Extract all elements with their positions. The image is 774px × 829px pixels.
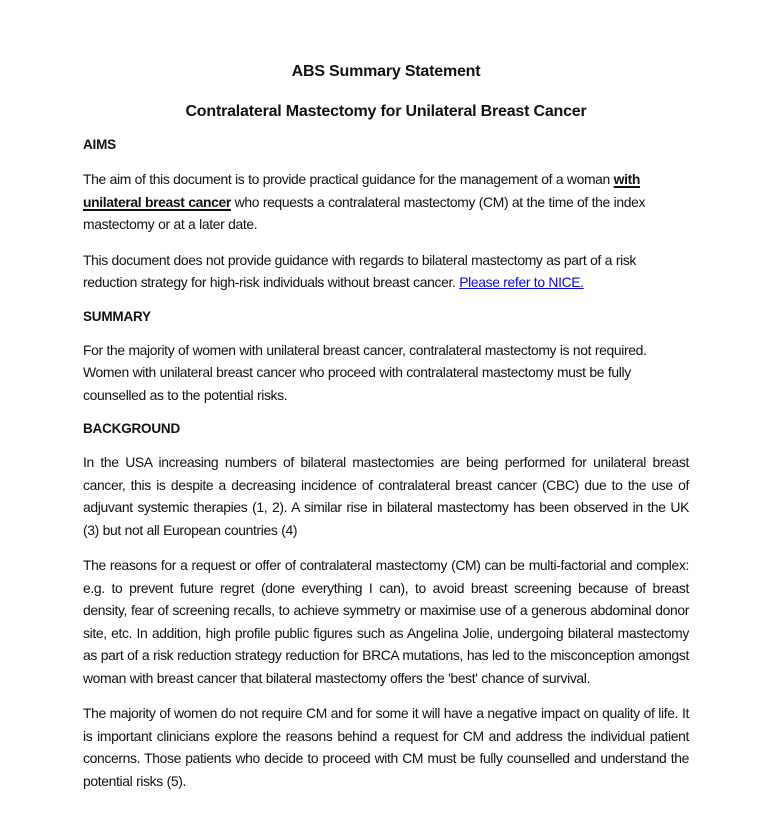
- section-heading-background: BACKGROUND: [83, 421, 180, 436]
- nice-reference-link[interactable]: Please refer to NICE.: [459, 274, 584, 290]
- aims-scope-text: This document does not provide guidance with regards to bilateral mastectomy as part of a risk reduction strategy for high-risk individuals without breast cancer.: [83, 251, 637, 290]
- document-page: [83, 60, 689, 792]
- section-heading-summary: SUMMARY: [83, 308, 151, 324]
- background-paragraph-2: The reasons for a request or offer of contralateral mastectomy (CM) can be multi-factorial and complex: e.g. to prevent future regret (done everything I can), to avoid breast screening because of breast density, fear of screening recalls, to achieve symmetry or maximise use of a generous abdominal donor site, etc. In addition, high profile public figures such as Angelina Jolie, undergoing bilateral mastectomy as part of a risk reduction strategy reduction for BRCA mutations, has led to the misconception amongst woman with breast cancer that bilateral mastectomy offers the 'best' chance of survival.: [83, 557, 689, 686]
- aims-emphasis: with unilateral breast cancer: [83, 171, 641, 210]
- background-paragraph-3: The majority of women do not require CM and for some it will have a negative impact on quality of life. It is important clinicians explore the reasons behind a request for CM and address the individual patient concerns. Those patients who decide to proceed with CM must be fully counselled and understand the potential risks (5).: [83, 705, 689, 789]
- aims-scope-paragraph: [83, 249, 689, 294]
- background-section: [83, 420, 689, 792]
- background-paragraph-1: In the USA increasing numbers of bilateral mastectomies are being performed for unilateral breast cancer, this is despite a decreasing incidence of contralateral breast cancer (CBC) due to the use of adjuvant systemic therapies (1, 2). A similar rise in bilateral mastectomy has been observed in the UK (3) but not all European countries (4): [83, 454, 689, 538]
- summary-section: [83, 308, 689, 407]
- document-title: ABS Summary Statement: [291, 63, 481, 80]
- aims-text-start: The aim of this document is to provide practical guidance for the management of a woman: [83, 171, 614, 187]
- aims-paragraph: [83, 168, 689, 236]
- summary-paragraph: For the majority of women with unilateral breast cancer, contralateral mastectomy is not required. Women with unilateral breast cancer who proceed with contralateral mastectomy must be fully counselled as to the potential risks.: [83, 341, 647, 403]
- section-heading-aims: AIMS: [83, 137, 116, 152]
- aims-section: [83, 136, 689, 294]
- aims-text-end: who requests a contralateral mastectomy (CM) at the time of the index mastectomy or at a later date.: [83, 193, 646, 232]
- document-subtitle: Contralateral Mastectomy for Unilateral Breast Cancer: [185, 103, 587, 120]
